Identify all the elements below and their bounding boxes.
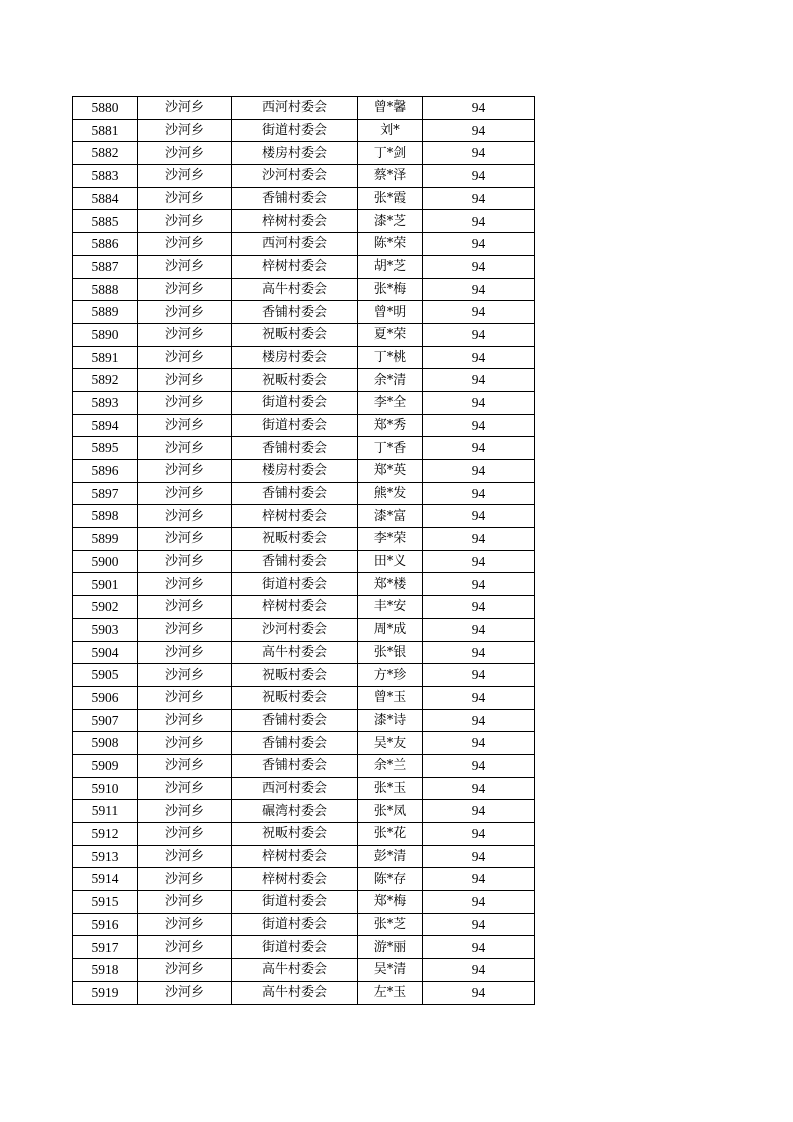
row-number-cell: 5880 <box>73 97 138 120</box>
village-committee-cell: 街道村委会 <box>232 936 358 959</box>
table-row <box>73 528 535 551</box>
village-committee-cell: 梓树村委会 <box>232 210 358 233</box>
row-number-cell: 5912 <box>73 823 138 846</box>
score-cell: 94 <box>423 187 535 210</box>
score-cell: 94 <box>423 346 535 369</box>
table-row <box>73 323 535 346</box>
table-row <box>73 823 535 846</box>
table-row <box>73 210 535 233</box>
table-row <box>73 165 535 188</box>
score-cell: 94 <box>423 936 535 959</box>
score-cell: 94 <box>423 868 535 891</box>
township-cell: 沙河乡 <box>138 618 232 641</box>
row-number-cell: 5895 <box>73 437 138 460</box>
score-cell: 94 <box>423 482 535 505</box>
row-number-cell: 5886 <box>73 233 138 256</box>
row-number-cell: 5889 <box>73 301 138 324</box>
row-number-cell: 5885 <box>73 210 138 233</box>
name-cell: 李*全 <box>358 391 423 414</box>
township-cell: 沙河乡 <box>138 641 232 664</box>
name-cell: 郑*秀 <box>358 414 423 437</box>
score-cell: 94 <box>423 233 535 256</box>
table-row <box>73 278 535 301</box>
row-number-cell: 5883 <box>73 165 138 188</box>
score-cell: 94 <box>423 505 535 528</box>
table-row <box>73 573 535 596</box>
table-row <box>73 664 535 687</box>
name-cell: 夏*荣 <box>358 323 423 346</box>
village-committee-cell: 碾湾村委会 <box>232 800 358 823</box>
village-committee-cell: 街道村委会 <box>232 573 358 596</box>
name-cell: 熊*发 <box>358 482 423 505</box>
row-number-cell: 5899 <box>73 528 138 551</box>
village-committee-cell: 街道村委会 <box>232 391 358 414</box>
table-row <box>73 255 535 278</box>
township-cell: 沙河乡 <box>138 391 232 414</box>
name-cell: 张*银 <box>358 641 423 664</box>
name-cell: 李*荣 <box>358 528 423 551</box>
township-cell: 沙河乡 <box>138 868 232 891</box>
row-number-cell: 5882 <box>73 142 138 165</box>
table-body <box>73 97 535 1005</box>
data-table <box>72 96 535 1005</box>
village-committee-cell: 香铺村委会 <box>232 482 358 505</box>
row-number-cell: 5918 <box>73 959 138 982</box>
score-cell: 94 <box>423 255 535 278</box>
township-cell: 沙河乡 <box>138 460 232 483</box>
table-row <box>73 709 535 732</box>
score-cell: 94 <box>423 460 535 483</box>
township-cell: 沙河乡 <box>138 505 232 528</box>
village-committee-cell: 高牛村委会 <box>232 641 358 664</box>
score-cell: 94 <box>423 437 535 460</box>
village-committee-cell: 沙河村委会 <box>232 618 358 641</box>
name-cell: 丁*桃 <box>358 346 423 369</box>
name-cell: 彭*清 <box>358 845 423 868</box>
name-cell: 郑*梅 <box>358 891 423 914</box>
township-cell: 沙河乡 <box>138 187 232 210</box>
name-cell: 张*梅 <box>358 278 423 301</box>
table-row <box>73 913 535 936</box>
township-cell: 沙河乡 <box>138 233 232 256</box>
row-number-cell: 5902 <box>73 596 138 619</box>
score-cell: 94 <box>423 550 535 573</box>
village-committee-cell: 梓树村委会 <box>232 596 358 619</box>
row-number-cell: 5896 <box>73 460 138 483</box>
village-committee-cell: 高牛村委会 <box>232 959 358 982</box>
row-number-cell: 5891 <box>73 346 138 369</box>
name-cell: 张*玉 <box>358 777 423 800</box>
table-row <box>73 301 535 324</box>
table-row <box>73 187 535 210</box>
village-committee-cell: 街道村委会 <box>232 119 358 142</box>
table-row <box>73 391 535 414</box>
village-committee-cell: 香铺村委会 <box>232 187 358 210</box>
table-row <box>73 981 535 1004</box>
table-row <box>73 369 535 392</box>
row-number-cell: 5919 <box>73 981 138 1004</box>
score-cell: 94 <box>423 618 535 641</box>
name-cell: 漆*诗 <box>358 709 423 732</box>
village-committee-cell: 祝畈村委会 <box>232 528 358 551</box>
score-cell: 94 <box>423 97 535 120</box>
village-committee-cell: 梓树村委会 <box>232 868 358 891</box>
row-number-cell: 5913 <box>73 845 138 868</box>
township-cell: 沙河乡 <box>138 754 232 777</box>
name-cell: 周*成 <box>358 618 423 641</box>
row-number-cell: 5900 <box>73 550 138 573</box>
table-row <box>73 868 535 891</box>
score-cell: 94 <box>423 119 535 142</box>
score-cell: 94 <box>423 732 535 755</box>
township-cell: 沙河乡 <box>138 278 232 301</box>
name-cell: 田*义 <box>358 550 423 573</box>
name-cell: 张*芝 <box>358 913 423 936</box>
table-row <box>73 233 535 256</box>
table-row <box>73 686 535 709</box>
row-number-cell: 5906 <box>73 686 138 709</box>
township-cell: 沙河乡 <box>138 573 232 596</box>
name-cell: 漆*富 <box>358 505 423 528</box>
village-committee-cell: 高牛村委会 <box>232 981 358 1004</box>
score-cell: 94 <box>423 414 535 437</box>
row-number-cell: 5893 <box>73 391 138 414</box>
village-committee-cell: 香铺村委会 <box>232 437 358 460</box>
township-cell: 沙河乡 <box>138 142 232 165</box>
township-cell: 沙河乡 <box>138 119 232 142</box>
village-committee-cell: 祝畈村委会 <box>232 823 358 846</box>
row-number-cell: 5907 <box>73 709 138 732</box>
name-cell: 郑*英 <box>358 460 423 483</box>
row-number-cell: 5915 <box>73 891 138 914</box>
village-committee-cell: 祝畈村委会 <box>232 369 358 392</box>
village-committee-cell: 梓树村委会 <box>232 255 358 278</box>
name-cell: 张*霞 <box>358 187 423 210</box>
township-cell: 沙河乡 <box>138 437 232 460</box>
village-committee-cell: 街道村委会 <box>232 913 358 936</box>
row-number-cell: 5903 <box>73 618 138 641</box>
score-cell: 94 <box>423 777 535 800</box>
township-cell: 沙河乡 <box>138 482 232 505</box>
name-cell: 左*玉 <box>358 981 423 1004</box>
row-number-cell: 5910 <box>73 777 138 800</box>
table-row <box>73 119 535 142</box>
village-committee-cell: 香铺村委会 <box>232 550 358 573</box>
row-number-cell: 5911 <box>73 800 138 823</box>
table-row <box>73 414 535 437</box>
row-number-cell: 5881 <box>73 119 138 142</box>
village-committee-cell: 沙河村委会 <box>232 165 358 188</box>
village-committee-cell: 街道村委会 <box>232 891 358 914</box>
row-number-cell: 5898 <box>73 505 138 528</box>
name-cell: 陈*荣 <box>358 233 423 256</box>
table-row <box>73 550 535 573</box>
row-number-cell: 5901 <box>73 573 138 596</box>
score-cell: 94 <box>423 301 535 324</box>
village-committee-cell: 祝畈村委会 <box>232 323 358 346</box>
score-cell: 94 <box>423 391 535 414</box>
score-cell: 94 <box>423 959 535 982</box>
row-number-cell: 5916 <box>73 913 138 936</box>
name-cell: 余*兰 <box>358 754 423 777</box>
name-cell: 曾*馨 <box>358 97 423 120</box>
name-cell: 蔡*泽 <box>358 165 423 188</box>
township-cell: 沙河乡 <box>138 323 232 346</box>
township-cell: 沙河乡 <box>138 346 232 369</box>
score-cell: 94 <box>423 891 535 914</box>
name-cell: 余*清 <box>358 369 423 392</box>
score-cell: 94 <box>423 165 535 188</box>
village-committee-cell: 楼房村委会 <box>232 346 358 369</box>
table-row <box>73 437 535 460</box>
village-committee-cell: 梓树村委会 <box>232 845 358 868</box>
score-cell: 94 <box>423 845 535 868</box>
name-cell: 刘* <box>358 119 423 142</box>
village-committee-cell: 香铺村委会 <box>232 709 358 732</box>
row-number-cell: 5884 <box>73 187 138 210</box>
table-row <box>73 845 535 868</box>
village-committee-cell: 祝畈村委会 <box>232 686 358 709</box>
name-cell: 曾*明 <box>358 301 423 324</box>
score-cell: 94 <box>423 528 535 551</box>
row-number-cell: 5908 <box>73 732 138 755</box>
village-committee-cell: 梓树村委会 <box>232 505 358 528</box>
village-committee-cell: 西河村委会 <box>232 97 358 120</box>
score-cell: 94 <box>423 981 535 1004</box>
row-number-cell: 5905 <box>73 664 138 687</box>
table-row <box>73 959 535 982</box>
score-cell: 94 <box>423 573 535 596</box>
table-row <box>73 936 535 959</box>
score-cell: 94 <box>423 278 535 301</box>
village-committee-cell: 香铺村委会 <box>232 301 358 324</box>
name-cell: 游*丽 <box>358 936 423 959</box>
township-cell: 沙河乡 <box>138 550 232 573</box>
score-cell: 94 <box>423 323 535 346</box>
score-cell: 94 <box>423 142 535 165</box>
village-committee-cell: 西河村委会 <box>232 233 358 256</box>
village-committee-cell: 香铺村委会 <box>232 754 358 777</box>
score-cell: 94 <box>423 210 535 233</box>
township-cell: 沙河乡 <box>138 664 232 687</box>
score-cell: 94 <box>423 596 535 619</box>
village-committee-cell: 楼房村委会 <box>232 460 358 483</box>
score-cell: 94 <box>423 664 535 687</box>
score-cell: 94 <box>423 754 535 777</box>
score-cell: 94 <box>423 913 535 936</box>
score-cell: 94 <box>423 686 535 709</box>
score-cell: 94 <box>423 369 535 392</box>
village-committee-cell: 香铺村委会 <box>232 732 358 755</box>
row-number-cell: 5887 <box>73 255 138 278</box>
table-row <box>73 460 535 483</box>
village-committee-cell: 西河村委会 <box>232 777 358 800</box>
name-cell: 张*凤 <box>358 800 423 823</box>
row-number-cell: 5897 <box>73 482 138 505</box>
township-cell: 沙河乡 <box>138 686 232 709</box>
township-cell: 沙河乡 <box>138 777 232 800</box>
name-cell: 张*花 <box>358 823 423 846</box>
village-committee-cell: 楼房村委会 <box>232 142 358 165</box>
table-row <box>73 891 535 914</box>
township-cell: 沙河乡 <box>138 255 232 278</box>
township-cell: 沙河乡 <box>138 959 232 982</box>
name-cell: 漆*芝 <box>358 210 423 233</box>
row-number-cell: 5914 <box>73 868 138 891</box>
township-cell: 沙河乡 <box>138 891 232 914</box>
township-cell: 沙河乡 <box>138 596 232 619</box>
row-number-cell: 5892 <box>73 369 138 392</box>
township-cell: 沙河乡 <box>138 823 232 846</box>
table-row <box>73 482 535 505</box>
township-cell: 沙河乡 <box>138 528 232 551</box>
row-number-cell: 5917 <box>73 936 138 959</box>
score-cell: 94 <box>423 800 535 823</box>
table-row <box>73 505 535 528</box>
township-cell: 沙河乡 <box>138 165 232 188</box>
table-row <box>73 732 535 755</box>
township-cell: 沙河乡 <box>138 913 232 936</box>
row-number-cell: 5909 <box>73 754 138 777</box>
name-cell: 丰*安 <box>358 596 423 619</box>
village-committee-cell: 高牛村委会 <box>232 278 358 301</box>
name-cell: 方*珍 <box>358 664 423 687</box>
township-cell: 沙河乡 <box>138 414 232 437</box>
village-committee-cell: 祝畈村委会 <box>232 664 358 687</box>
table-row <box>73 641 535 664</box>
table-row <box>73 346 535 369</box>
row-number-cell: 5890 <box>73 323 138 346</box>
table-row <box>73 777 535 800</box>
township-cell: 沙河乡 <box>138 845 232 868</box>
township-cell: 沙河乡 <box>138 800 232 823</box>
village-committee-cell: 街道村委会 <box>232 414 358 437</box>
score-cell: 94 <box>423 641 535 664</box>
name-cell: 郑*楼 <box>358 573 423 596</box>
row-number-cell: 5894 <box>73 414 138 437</box>
township-cell: 沙河乡 <box>138 936 232 959</box>
name-cell: 丁*剑 <box>358 142 423 165</box>
township-cell: 沙河乡 <box>138 709 232 732</box>
table-row <box>73 97 535 120</box>
table-row <box>73 618 535 641</box>
township-cell: 沙河乡 <box>138 97 232 120</box>
township-cell: 沙河乡 <box>138 369 232 392</box>
table-row <box>73 596 535 619</box>
name-cell: 吴*清 <box>358 959 423 982</box>
name-cell: 胡*芝 <box>358 255 423 278</box>
name-cell: 曾*玉 <box>358 686 423 709</box>
township-cell: 沙河乡 <box>138 301 232 324</box>
name-cell: 陈*存 <box>358 868 423 891</box>
township-cell: 沙河乡 <box>138 732 232 755</box>
score-cell: 94 <box>423 709 535 732</box>
name-cell: 丁*香 <box>358 437 423 460</box>
name-cell: 吴*友 <box>358 732 423 755</box>
township-cell: 沙河乡 <box>138 210 232 233</box>
table-row <box>73 754 535 777</box>
row-number-cell: 5888 <box>73 278 138 301</box>
score-cell: 94 <box>423 823 535 846</box>
table-row <box>73 142 535 165</box>
township-cell: 沙河乡 <box>138 981 232 1004</box>
table-row <box>73 800 535 823</box>
row-number-cell: 5904 <box>73 641 138 664</box>
